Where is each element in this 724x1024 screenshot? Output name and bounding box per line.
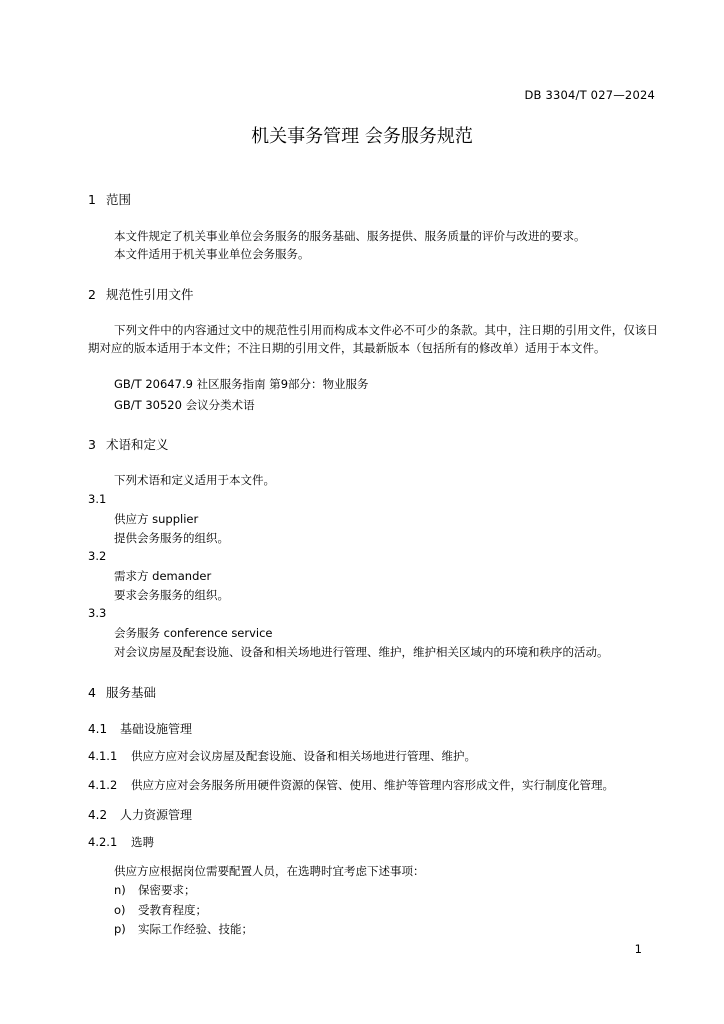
clause-number: 4.2.1 [88, 835, 118, 849]
list-item [114, 882, 196, 898]
clause-text: 供应方应对会议房屋及配套设施、设备和相关场地进行管理、维护。 [131, 749, 476, 763]
section-title: 规范性引用文件 [106, 287, 194, 302]
term-definition: 要求会务服务的组织。 [114, 588, 229, 602]
term-name: 会务服务 conference service [114, 626, 273, 640]
paragraph: 供应方应根据岗位需要配置人员，在选聘时宜考虑下述事项： [114, 864, 425, 878]
page-number: 1 [634, 942, 642, 956]
subsection-4-2-heading [88, 806, 192, 823]
section-number: 1 [88, 192, 96, 207]
subsection-number: 4.1 [88, 722, 108, 736]
paragraph: 本文件适用于机关事业单位会务服务。 [114, 247, 310, 261]
list-marker: o) [114, 903, 126, 917]
term-number: 3.3 [88, 606, 107, 620]
subsection-number: 4.2 [88, 808, 108, 822]
list-text: 保密要求； [138, 883, 196, 897]
reference-item: GB/T 30520 会议分类术语 [114, 398, 255, 412]
paragraph: 下列术语和定义适用于本文件。 [114, 473, 275, 487]
term-name: 需求方 demander [114, 569, 212, 583]
clause-title: 选聘 [131, 835, 154, 849]
subsection-title: 基础设施管理 [120, 722, 193, 736]
section-title: 范围 [106, 192, 132, 207]
subsection-4-1-heading [88, 720, 192, 737]
section-4-heading [88, 683, 156, 701]
list-item [114, 921, 253, 937]
section-title: 服务基础 [106, 685, 157, 700]
paragraph: 本文件规定了机关事业单位会务服务的服务基础、服务提供、服务质量的评价与改进的要求。 [114, 229, 586, 243]
term-number: 3.2 [88, 549, 107, 563]
list-text: 实际工作经验、技能； [138, 922, 253, 936]
section-1-heading [88, 190, 131, 208]
document-title: 机关事务管理 会务服务规范 [251, 126, 473, 147]
list-item [114, 902, 207, 918]
list-text: 受教育程度； [138, 903, 207, 917]
paragraph: 下列文件中的内容通过文中的规范性引用而构成本文件必不可少的条款。其中，注日期的引用文件，仅该日期对应的版本适用于本文件；不注日期的引用文件，其最新版本（包括所有的修改单）适用于本文件。 [88, 323, 658, 355]
term-number: 3.1 [88, 492, 107, 506]
section-title: 术语和定义 [106, 437, 169, 452]
clause-4-1-2 [88, 777, 614, 793]
list-marker: p) [114, 922, 126, 936]
reference-item: GB/T 20647.9 社区服务指南 第9部分：物业服务 [114, 377, 369, 391]
section-3-heading [88, 435, 169, 453]
term-definition: 对会议房屋及配套设施、设备和相关场地进行管理、维护，维护相关区域内的环境和秩序的活动。 [114, 645, 609, 659]
clause-4-1-1 [88, 748, 476, 764]
list-marker: n) [114, 883, 126, 897]
standard-code: DB 3304/T 027—2024 [524, 88, 655, 102]
section-2-heading [88, 285, 194, 303]
clause-number: 4.1.2 [88, 778, 118, 792]
subsection-4-2-1-heading [88, 834, 154, 850]
clause-number: 4.1.1 [88, 749, 118, 763]
term-definition: 提供会务服务的组织。 [114, 531, 229, 545]
section-number: 2 [88, 287, 96, 302]
clause-text: 供应方应对会务服务所用硬件资源的保管、使用、维护等管理内容形成文件，实行制度化管理。 [131, 778, 614, 792]
term-name: 供应方 supplier [114, 512, 199, 526]
section-number: 4 [88, 685, 96, 700]
section-number: 3 [88, 437, 96, 452]
subsection-title: 人力资源管理 [120, 808, 193, 822]
